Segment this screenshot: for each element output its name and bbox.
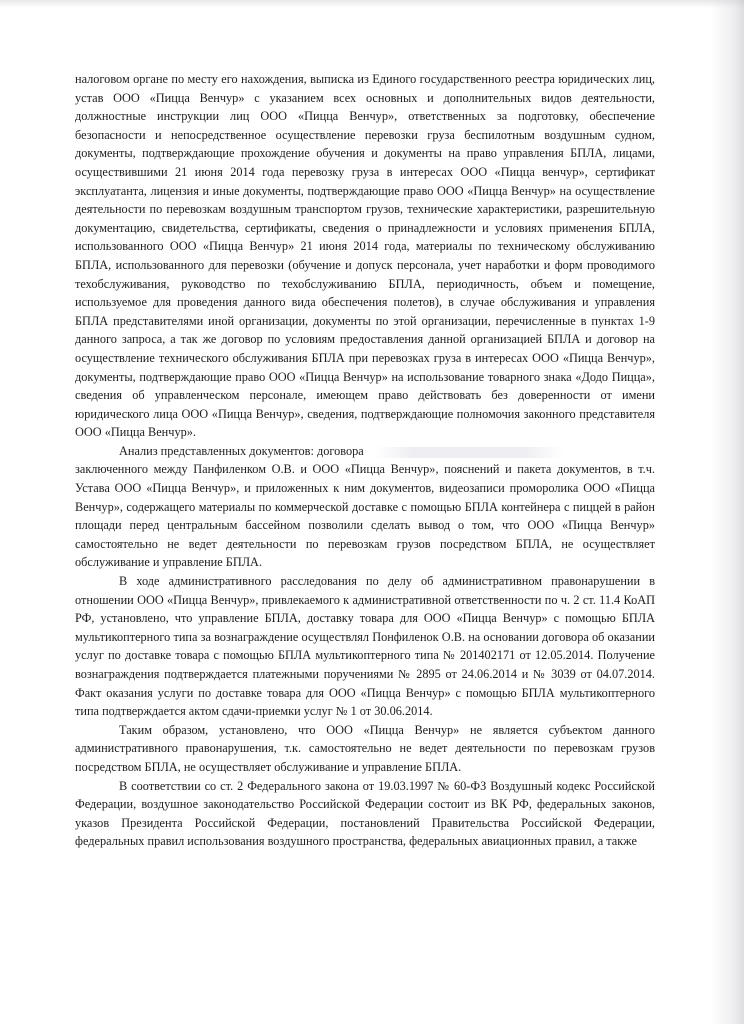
scan-shadow-top: [0, 0, 744, 8]
paragraph-conclusion: Таким образом, установлено, что ООО «Пицца Венчур» не является субъектом данного административного правонарушения, т.к. самостоятельно не ведет деятельности по перевозкам грузов посредством БПЛА, не осуществляет обслуживание и управление БПЛА.: [75, 722, 655, 774]
document-page: [75, 70, 655, 851]
analysis-first-line-text: Анализ представленных документов: договора: [119, 443, 364, 458]
paragraph-documents-list: налоговом органе по месту его нахождения, выписка из Единого государственного реестра юридических лиц, устав ООО «Пицца Венчур» с указанием всех основных и дополнительных видов деятельности, должностные инструкции лиц ООО «Пицца Венчур», ответственных за подготовку, обеспечение безопасности и непосредственное осуществление перевозки груза беспилотным воздушным судном, документы, подтверждающие прохождение обучения и документы на право управления БПЛА, лицами, осуществившими 21 июня 2014 года перевозку груза в интересах ООО «Пицца венчур», сертификат эксплуатанта, лицензия и иные документы, подтверждающие право ООО «Пицца Венчур» на осуществление деятельности по перевозкам воздушным транспортом грузов, технические характеристики, разрешительную документацию, свидетельства, сертификаты, сведения о принадлежности и условиях применения БПЛА, использованного ООО «Пицца Венчур» 21 июня 2014 года, материалы по техническому обслуживанию БПЛА, использованного для перевозки (обучение и допуск персонала, учет наработки и форм проводимого техобслуживания, руководство по техобслуживанию БПЛА, периодичность, объем и помещение, используемое для проведения данного вида обеспечения полетов), в случае обслуживания и управления БПЛА представителями иной организации, документы по этой организации, перечисленные в пунктах 1-9 данного запроса, а так же договор по условиям предоставления данной организацией БПЛА и договор на осуществление технического обслуживания БПЛА при перевозках груза в интересах ООО «Пицца Венчур», документы, подтверждающие право ООО «Пицца Венчур» на использование товарного знака «Додо Пицца», сведения об управленческом персонале, имеющем право действовать без доверенности от имени юридического лица ООО «Пицца Венчур», сведения, подтверждающие полномочия законного представителя ООО «Пицца Венчур».: [75, 72, 655, 440]
paragraph-investigation: В ходе административного расследования по делу об административном правонарушении в отношении ООО «Пицца Венчур», привлекаемого к административной ответственности по ч. 2 ст. 11.4 КоАП РФ, установлено, что управление БПЛА, доставку товара для ООО «Пицца Венчур» с помощью БПЛА мультикоптерного типа за вознаграждение осуществлял Понфиленок О.В. на основании договора об оказании услуг по доставке товара с помощью БПЛА мультикоптерного типа № 201402171 от 12.05.2014. Получение вознаграждения подтверждается платежными поручениями № 2895 от 24.06.2014 и № 3039 от 04.07.2014. Факт оказания услуги по доставке товара для ООО «Пицца Венчур» с помощью БПЛА мультикоптерного типа подтверждается актом сдачи-приемки услуг № 1 от 30.06.2014.: [75, 574, 655, 719]
paragraph-analysis: заключенного между Панфиленком О.В. и ООО «Пицца Венчур», пояснений и пакета документов, в т.ч. Устава ООО «Пицца Венчур», и приложенных к ним документов, видеозаписи проморолика ООО «Пицца Венчур», содержащего материалы по коммерческой доставке с помощью БПЛА контейнера с пиццей в район площади перед центральным бассейном позволили сделать вывод о том, что ООО «Пицца Венчур» самостоятельно не ведет деятельности по перевозкам грузов посредством БПЛА, не осуществляет обслуживание и управление БПЛА.: [75, 462, 655, 570]
paragraph-analysis-first-line: [75, 442, 655, 461]
paragraph-legislation: В соответствии со ст. 2 Федерального закона от 19.03.1997 № 60-ФЗ Воздушный кодекс Российской Федерации, воздушное законодательство Российской Федерации состоит из ВК РФ, федеральных законов, указов Президента Российской Федерации, постановлений Правительства Российской Федерации, федеральных правил использования воздушного пространства, федеральных авиационных правил, а также: [75, 778, 655, 849]
redaction-mark: [374, 447, 564, 458]
scan-shadow-right: [710, 0, 744, 1024]
